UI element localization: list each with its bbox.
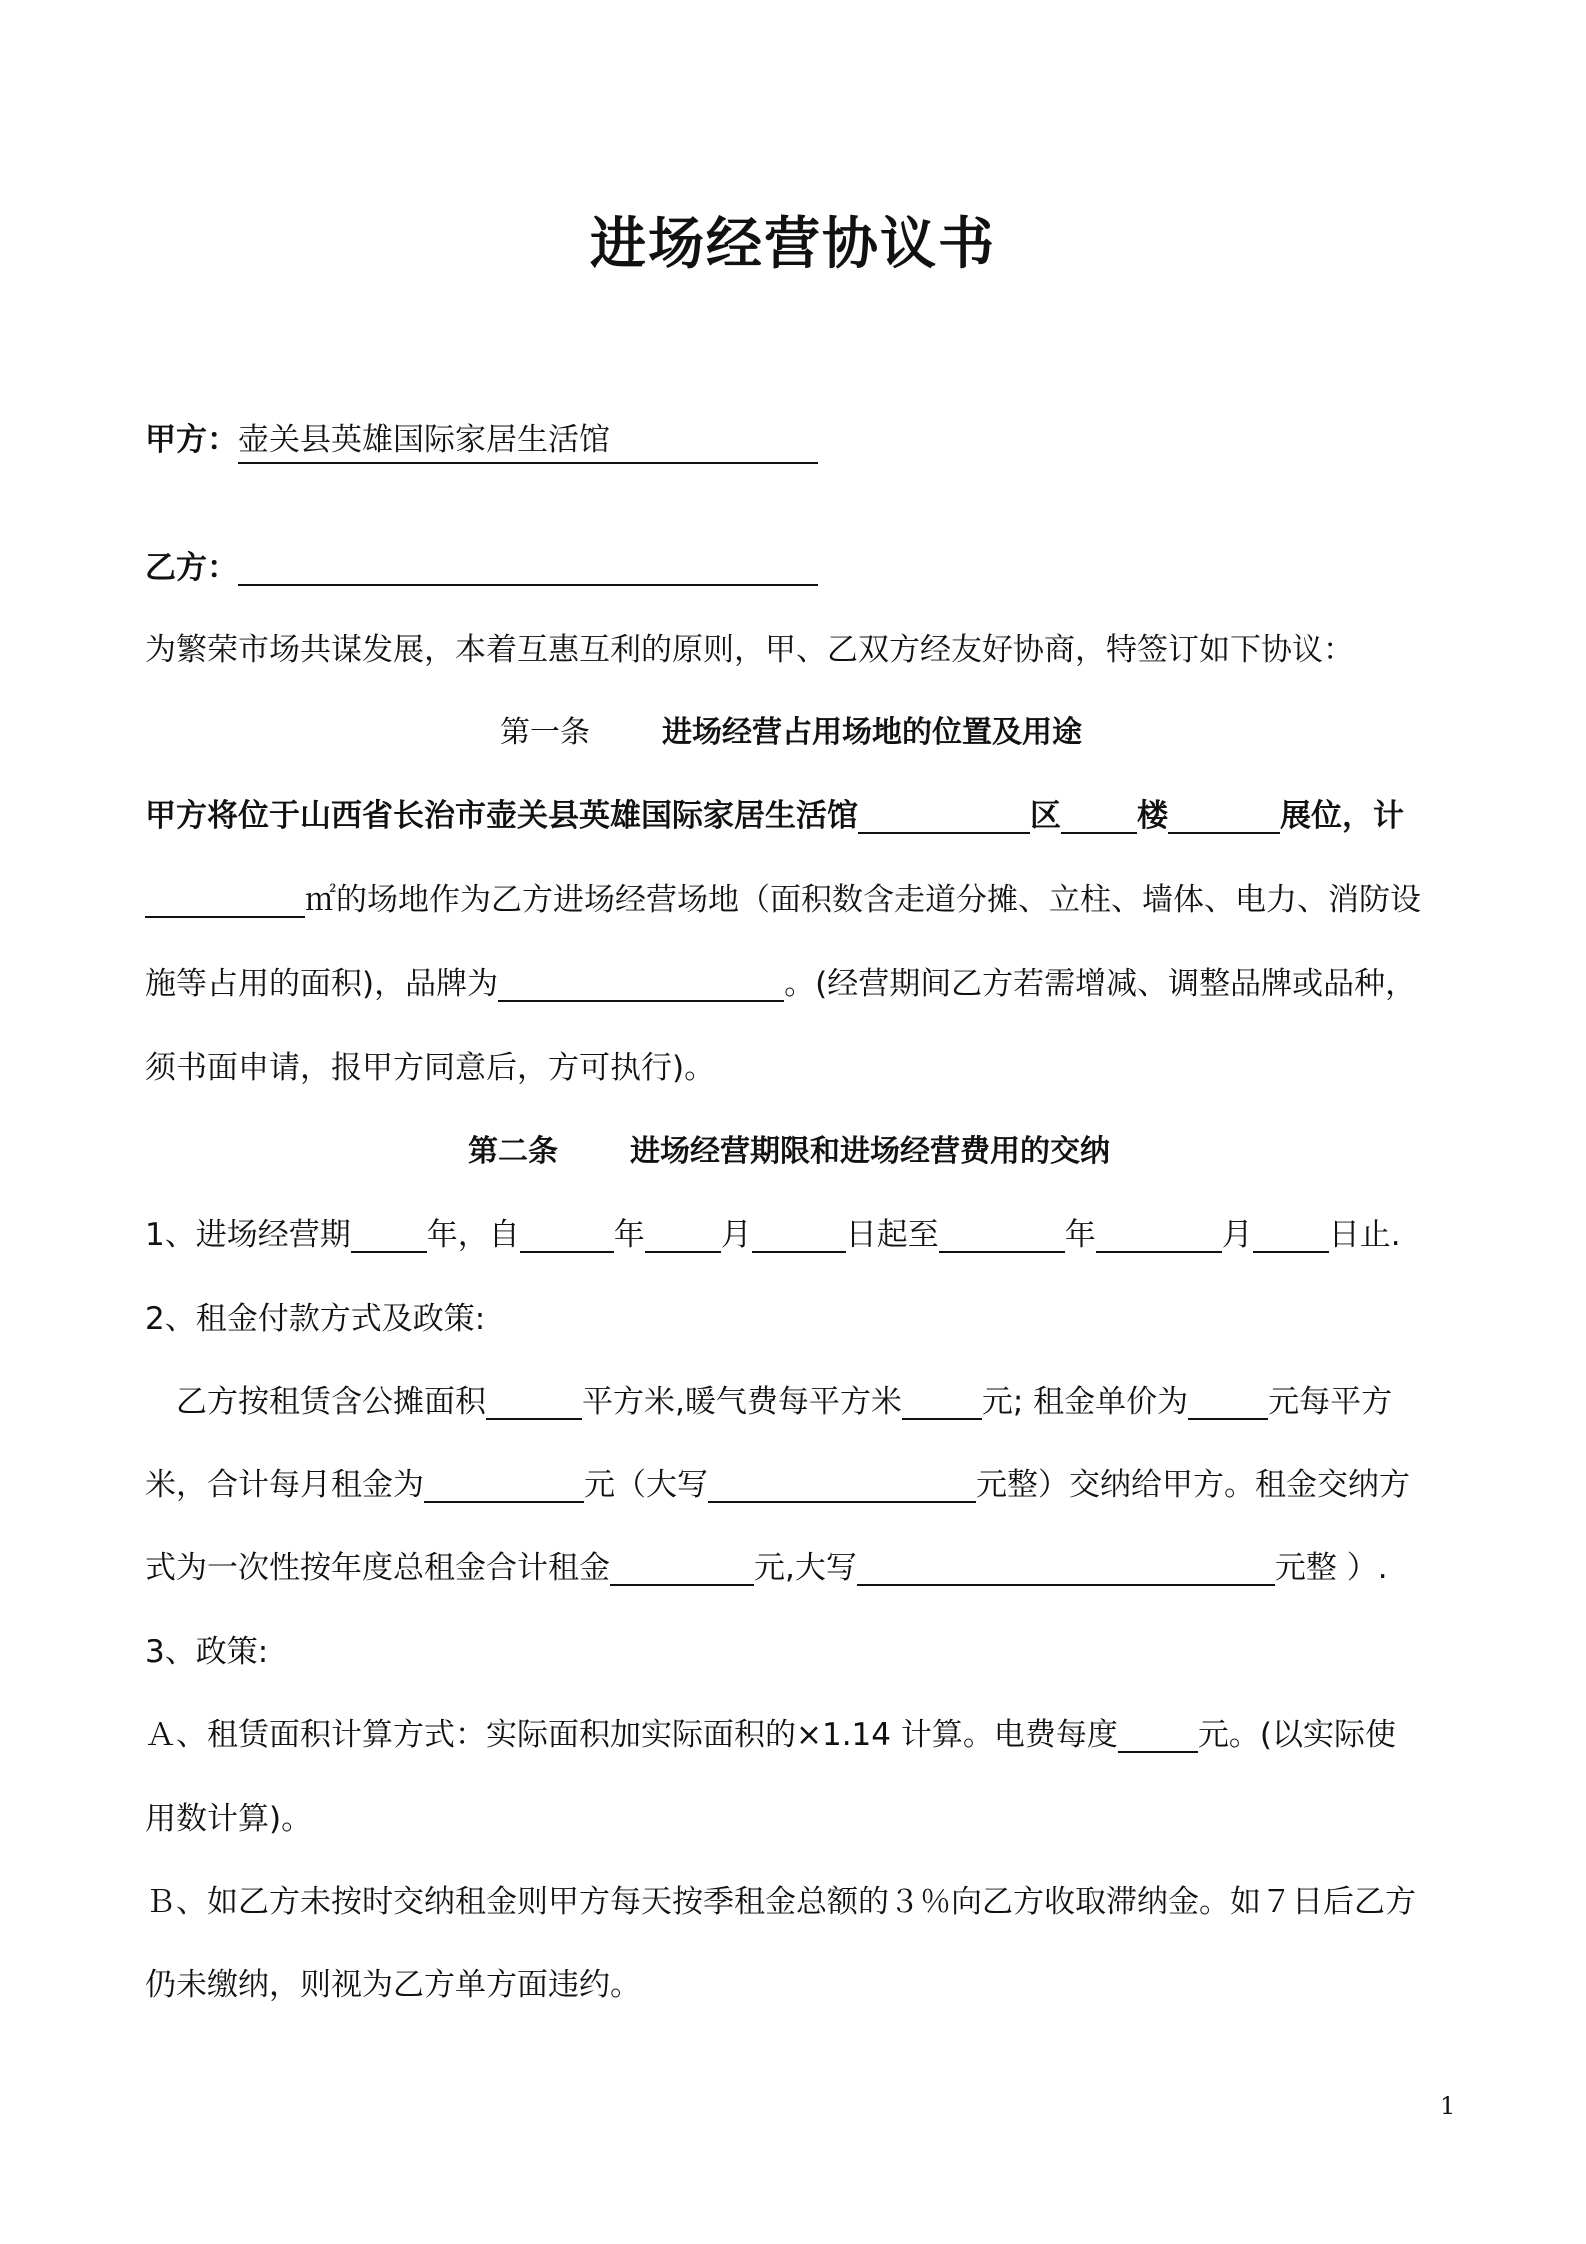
- blank-heating-fee: [902, 1384, 982, 1420]
- item1-a: 1、进场经营期: [145, 1217, 351, 1253]
- rent-paragraph-line1: [176, 1380, 1392, 1424]
- party-a-label: 甲方：: [145, 422, 238, 458]
- article1-l1-c: 楼: [1137, 798, 1168, 834]
- article2-heading: [468, 1130, 1110, 1174]
- blank-monthly-rent-words: [708, 1467, 976, 1503]
- party-b-line: [145, 546, 818, 590]
- item1-g: 月: [1221, 1217, 1253, 1253]
- item1-f: 年: [1064, 1217, 1096, 1253]
- article1-line3: [145, 962, 1416, 1006]
- article2-item3-heading: 3、政策:: [145, 1634, 269, 1670]
- policy-a-text: Ａ、租赁面积计算方式：实际面积加实际面积的×1.14 计算。电费每度: [145, 1717, 1118, 1753]
- rent-paragraph-line2: [145, 1463, 1410, 1507]
- article1-line4: 须书面申请，报甲方同意后，方可执行)。: [145, 1050, 716, 1086]
- article2-item1: [145, 1213, 1401, 1257]
- article1-number: 第一条: [500, 715, 590, 750]
- blank-electricity-price: [1118, 1717, 1198, 1753]
- p3-a: 式为一次性按年度总租金合计租金: [145, 1550, 610, 1586]
- party-a-value: [238, 418, 818, 464]
- article1-title: 进场经营占用场地的位置及用途: [662, 715, 1082, 750]
- blank-end-year: [939, 1217, 1065, 1253]
- blank-start-month: [645, 1217, 721, 1253]
- p1-c: 元; 租金单价为: [981, 1384, 1189, 1420]
- item1-b: 年，自: [426, 1217, 520, 1253]
- item1-e: 日起至: [845, 1217, 939, 1253]
- p2-a: 米，合计每月租金为: [145, 1467, 424, 1503]
- party-b-blank: [238, 550, 818, 586]
- blank-booth: [1168, 798, 1280, 834]
- p2-b: 元（大写: [584, 1467, 708, 1503]
- blank-square-meters: [145, 882, 305, 918]
- p2-c: 元整）交纳给甲方。租金交纳方: [976, 1467, 1410, 1503]
- policy-a-line1: [145, 1713, 1396, 1757]
- page-number: 1: [1440, 2092, 1456, 2120]
- article1-l3-b: 。(经营期间乙方若需增减、调整品牌或品种，: [784, 966, 1417, 1002]
- blank-years: [351, 1217, 427, 1253]
- blank-brand: [498, 966, 784, 1002]
- article1-l1-d: 展位，计: [1280, 798, 1404, 834]
- item1-c: 年: [613, 1217, 645, 1253]
- blank-monthly-rent: [424, 1467, 584, 1503]
- party-a-line: [145, 418, 818, 464]
- party-a-name: 壶关县英雄国际家居生活馆: [238, 422, 610, 458]
- article2-number: 第二条: [468, 1134, 558, 1169]
- party-b-label: 乙方：: [145, 550, 238, 586]
- article1-l1-b: 区: [1030, 798, 1061, 834]
- blank-unit-price: [1188, 1384, 1268, 1420]
- article2-item2-heading: 2、租金付款方式及政策:: [145, 1301, 486, 1337]
- policy-a-line2: 用数计算)。: [145, 1801, 313, 1837]
- article1-line1: [145, 794, 1404, 838]
- intro-paragraph: 为繁荣市场共谋发展，本着互惠互利的原则，甲、乙双方经友好协商，特签订如下协议：: [145, 632, 1354, 668]
- blank-start-year: [520, 1217, 614, 1253]
- article1-l2-text: 的场地作为乙方进场经营场地（面积数含走道分摊、立柱、墙体、电力、消防设: [336, 882, 1421, 918]
- policy-b-line2: 仍未缴纳，则视为乙方单方面违约。: [145, 1967, 641, 2003]
- document-title: 进场经营协议书: [590, 212, 996, 277]
- article1-l3-a: 施等占用的面积)，品牌为: [145, 966, 499, 1002]
- blank-annual-rent-words: [857, 1550, 1275, 1586]
- item1-d: 月: [720, 1217, 752, 1253]
- article1-heading: [500, 711, 1082, 755]
- p1-b: 平方米,暖气费每平方米: [582, 1384, 902, 1420]
- article1-l1-a: 甲方将位于山西省长治市壶关县英雄国际家居生活馆: [145, 798, 858, 834]
- p3-b: 元,大写: [754, 1550, 857, 1586]
- blank-leased-area: [486, 1384, 582, 1420]
- blank-building: [1061, 798, 1137, 834]
- blank-area: [858, 798, 1030, 834]
- item1-h: 日止.: [1328, 1217, 1401, 1253]
- blank-start-day: [752, 1217, 846, 1253]
- rent-paragraph-line3: [145, 1546, 1388, 1590]
- policy-b-line1: Ｂ、如乙方未按时交纳租金则甲方每天按季租金总额的３％向乙方收取滞纳金。如７日后乙方: [145, 1884, 1416, 1920]
- p3-c: 元整 ）.: [1274, 1550, 1388, 1586]
- p1-a: 乙方按租赁含公摊面积: [176, 1384, 486, 1420]
- policy-a-text-end: 元。(以实际使: [1197, 1717, 1396, 1753]
- unit-square-meter: ㎡: [305, 882, 336, 918]
- blank-end-day: [1253, 1217, 1329, 1253]
- article1-line2: [145, 878, 1421, 922]
- blank-annual-rent: [610, 1550, 754, 1586]
- p1-d: 元每平方: [1268, 1384, 1393, 1420]
- blank-end-month: [1096, 1217, 1222, 1253]
- article2-title: 进场经营期限和进场经营费用的交纳: [630, 1134, 1110, 1169]
